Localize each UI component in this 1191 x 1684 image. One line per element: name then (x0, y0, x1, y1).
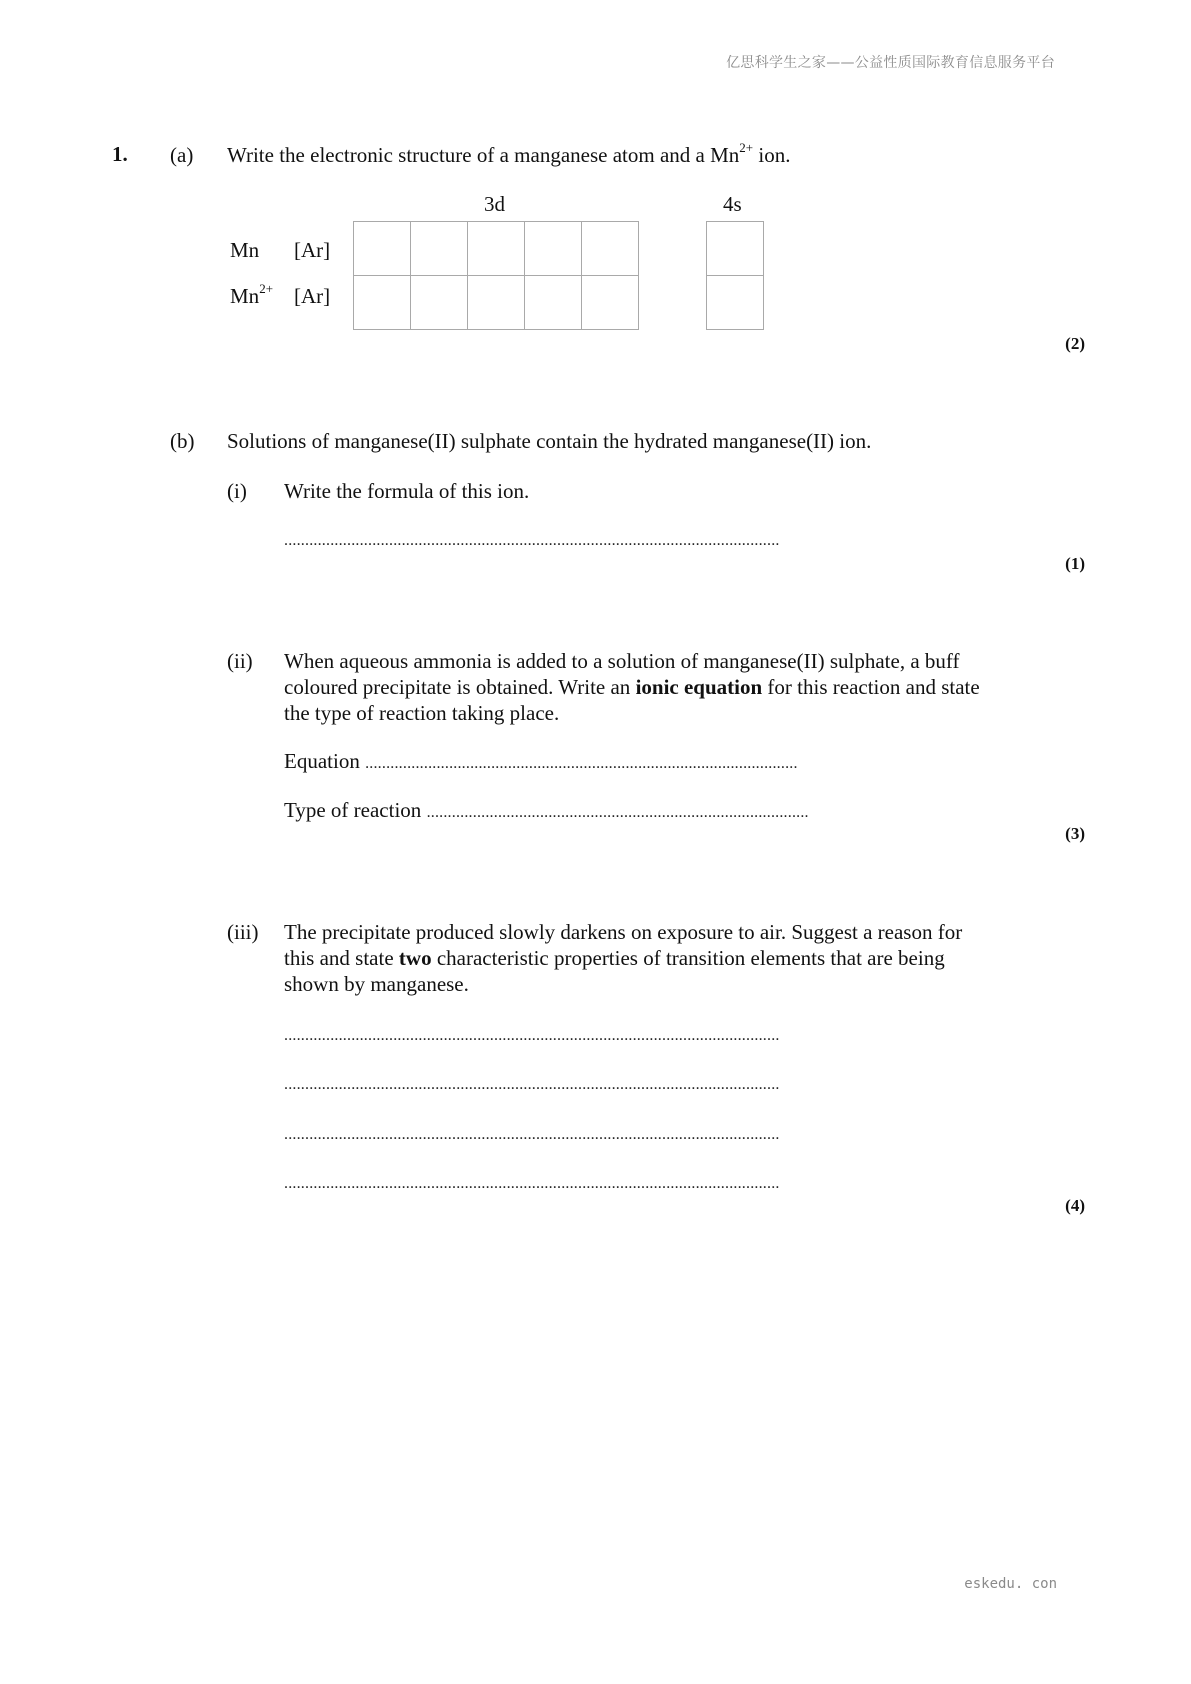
part-b-iii-marks: (4) (1065, 1196, 1085, 1215)
answer-line[interactable]: ...................................................................................................................... (284, 1175, 780, 1192)
orbital-box[interactable] (411, 276, 468, 330)
part-b-i-marks: (1) (1065, 554, 1085, 573)
part-b-ii-line3: the type of reaction taking place. (284, 701, 560, 725)
part-a-prompt (227, 142, 790, 168)
part-b-iii-line2 (284, 945, 1044, 971)
orbital-box[interactable] (354, 276, 411, 330)
species-mn-text: Mn (230, 238, 260, 262)
orbital-3d-row-mn (354, 222, 639, 276)
orbital-4s-boxes (706, 221, 764, 330)
part-b-ii-label: (ii) (227, 649, 253, 673)
part-a-label: (a) (170, 143, 194, 167)
question-number: 1. (112, 142, 128, 166)
species-mn2 (230, 283, 273, 309)
species-mn (230, 237, 259, 263)
equation-label: Equation (284, 749, 360, 773)
orbital-3d-label: 3d (484, 192, 505, 216)
answer-line[interactable]: ...................................................................................................................... (284, 1126, 780, 1143)
part-b-ii-marks: (3) (1065, 824, 1085, 843)
answer-line[interactable]: ...................................................................................................................... (284, 532, 780, 549)
part-b-ii-line2-a: coloured precipitate is obtained. Write an (284, 675, 636, 699)
orbital-box[interactable] (354, 222, 411, 276)
type-answer-line[interactable]: ........................................................................................... (426, 804, 809, 821)
part-b-iii-prompt (284, 919, 1044, 997)
part-b-ii-prompt (284, 648, 1044, 726)
part-a-marks: (2) (1065, 334, 1085, 353)
orbital-4s-row-mn (707, 222, 764, 276)
species-mn2-text: Mn (230, 284, 260, 308)
orbital-box[interactable] (525, 276, 582, 330)
orbital-box[interactable] (707, 222, 764, 276)
orbital-box[interactable] (582, 276, 639, 330)
header-site-text: 亿思科学生之家——公益性质国际教育信息服务平台 (726, 55, 1055, 71)
part-b-iii-label: (iii) (227, 920, 259, 944)
orbital-3d-boxes (353, 221, 639, 330)
part-a-prompt-sup: 2+ (739, 140, 754, 155)
part-b-i-label: (i) (227, 479, 247, 503)
part-b-iii-line2-b: characteristic properties of transition elements that are being (431, 946, 945, 970)
part-b-label: (b) (170, 429, 195, 453)
part-a-prompt-end: ion. (753, 143, 791, 167)
part-b-ii-line2 (284, 674, 1044, 700)
orbital-box[interactable] (468, 276, 525, 330)
part-b-iii-line2-bold: two (398, 946, 432, 970)
orbital-4s-label: 4s (723, 192, 742, 216)
core-mn: [Ar] (294, 238, 331, 262)
part-b-iii-line3: shown by manganese. (284, 972, 469, 996)
orbital-3d-row-mn2 (354, 276, 639, 330)
part-b-ii-line2-b: for this reaction and state (762, 675, 980, 699)
answer-line[interactable]: ...................................................................................................................... (284, 1076, 780, 1093)
footer-site-url: eskedu. con (964, 1576, 1057, 1592)
answer-line[interactable]: ...................................................................................................................... (284, 1027, 780, 1044)
orbital-box[interactable] (582, 222, 639, 276)
species-mn2-sup: 2+ (259, 281, 274, 296)
part-a-prompt-text: Write the electronic structure of a manganese atom and a Mn (227, 143, 740, 167)
orbital-box[interactable] (525, 222, 582, 276)
orbital-box[interactable] (468, 222, 525, 276)
part-b-prompt: Solutions of manganese(II) sulphate contain the hydrated manganese(II) ion. (227, 429, 872, 453)
part-b-iii-line2-a: this and state (284, 946, 399, 970)
part-b-ii-line2-bold: ionic equation (635, 675, 763, 699)
type-of-reaction-label: Type of reaction (284, 798, 422, 822)
orbital-box[interactable] (411, 222, 468, 276)
orbital-4s-row-mn2 (707, 276, 764, 330)
part-b-iii-line1: The precipitate produced slowly darkens on exposure to air. Suggest a reason for (284, 920, 963, 944)
core-mn2: [Ar] (294, 284, 331, 308)
part-b-ii-line1: When aqueous ammonia is added to a solution of manganese(II) sulphate, a buff (284, 649, 960, 673)
equation-answer-line[interactable]: ....................................................................................................... (365, 755, 798, 772)
part-b-i-prompt: Write the formula of this ion. (284, 479, 530, 503)
type-row (284, 797, 809, 826)
equation-row (284, 748, 798, 777)
orbital-box[interactable] (707, 276, 764, 330)
